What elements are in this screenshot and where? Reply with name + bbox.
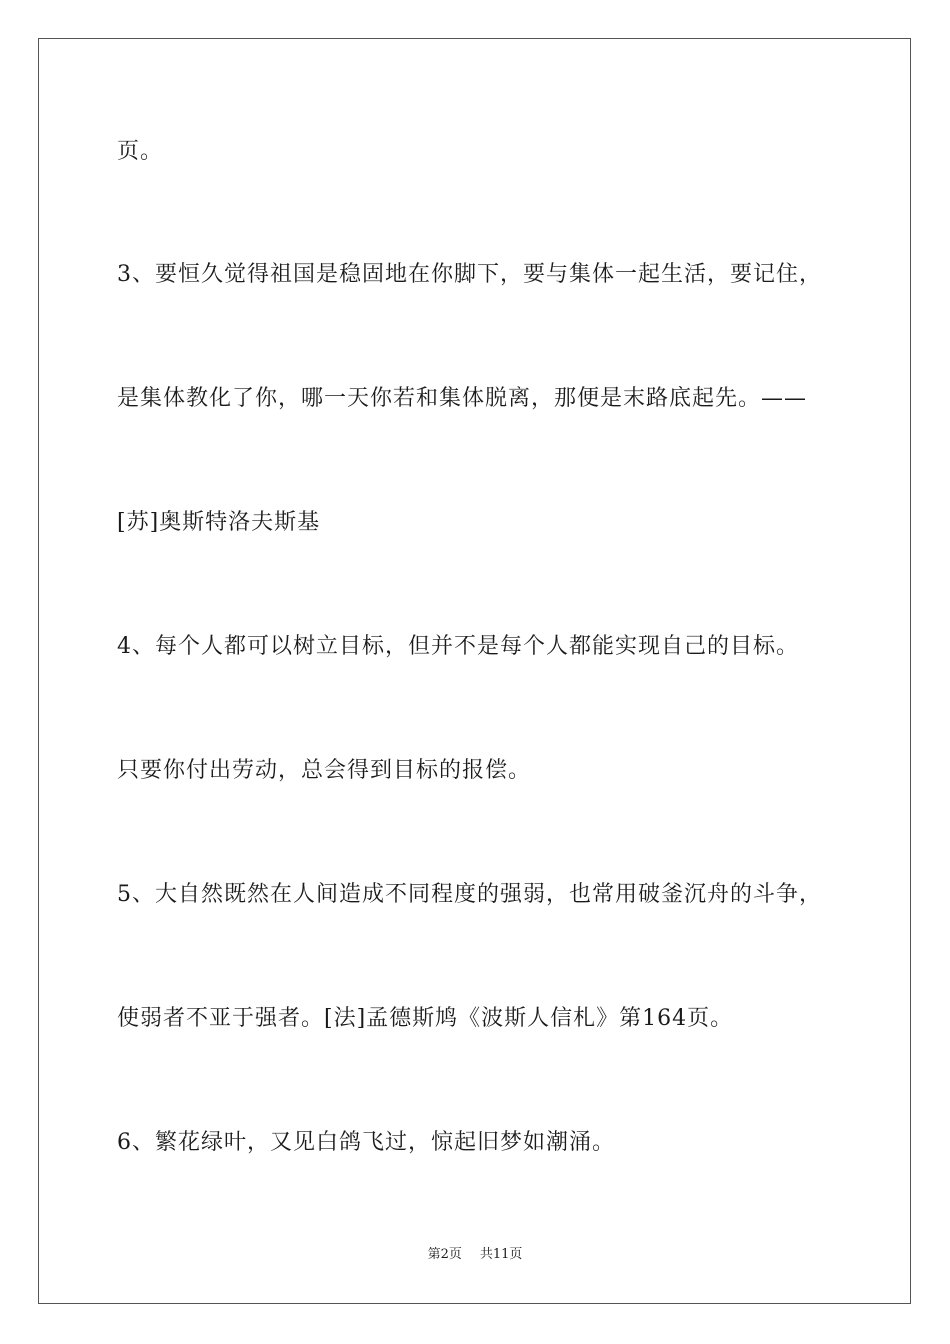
current-page-label: 第2页 xyxy=(427,1247,462,1262)
text-line-7: 5、大自然既然在人间造成不同程度的强弱，也常用破釜沉舟的斗争， xyxy=(117,882,822,907)
total-pages-label: 共11页 xyxy=(479,1247,523,1262)
page-footer xyxy=(0,1247,950,1263)
text-line-1: 页。 xyxy=(117,139,164,164)
text-line-3: 是集体教化了你，哪一天你若和集体脱离，那便是末路底起先。—— xyxy=(117,386,808,411)
text-line-2: 3、要恒久觉得祖国是稳固地在你脚下，要与集体一起生活，要记住， xyxy=(117,262,822,287)
page-border xyxy=(38,38,911,1304)
text-line-8: 使弱者不亚于强者。[法]孟德斯鸠《波斯人信札》第164页。 xyxy=(117,1006,734,1031)
text-line-6: 只要你付出劳动，总会得到目标的报偿。 xyxy=(117,758,532,783)
text-line-9: 6、繁花绿叶，又见白鸽飞过，惊起旧梦如潮涌。 xyxy=(117,1130,615,1155)
text-line-4: [苏]奥斯特洛夫斯基 xyxy=(117,510,321,535)
text-line-5: 4、每个人都可以树立目标，但并不是每个人都能实现自己的目标。 xyxy=(117,634,799,659)
